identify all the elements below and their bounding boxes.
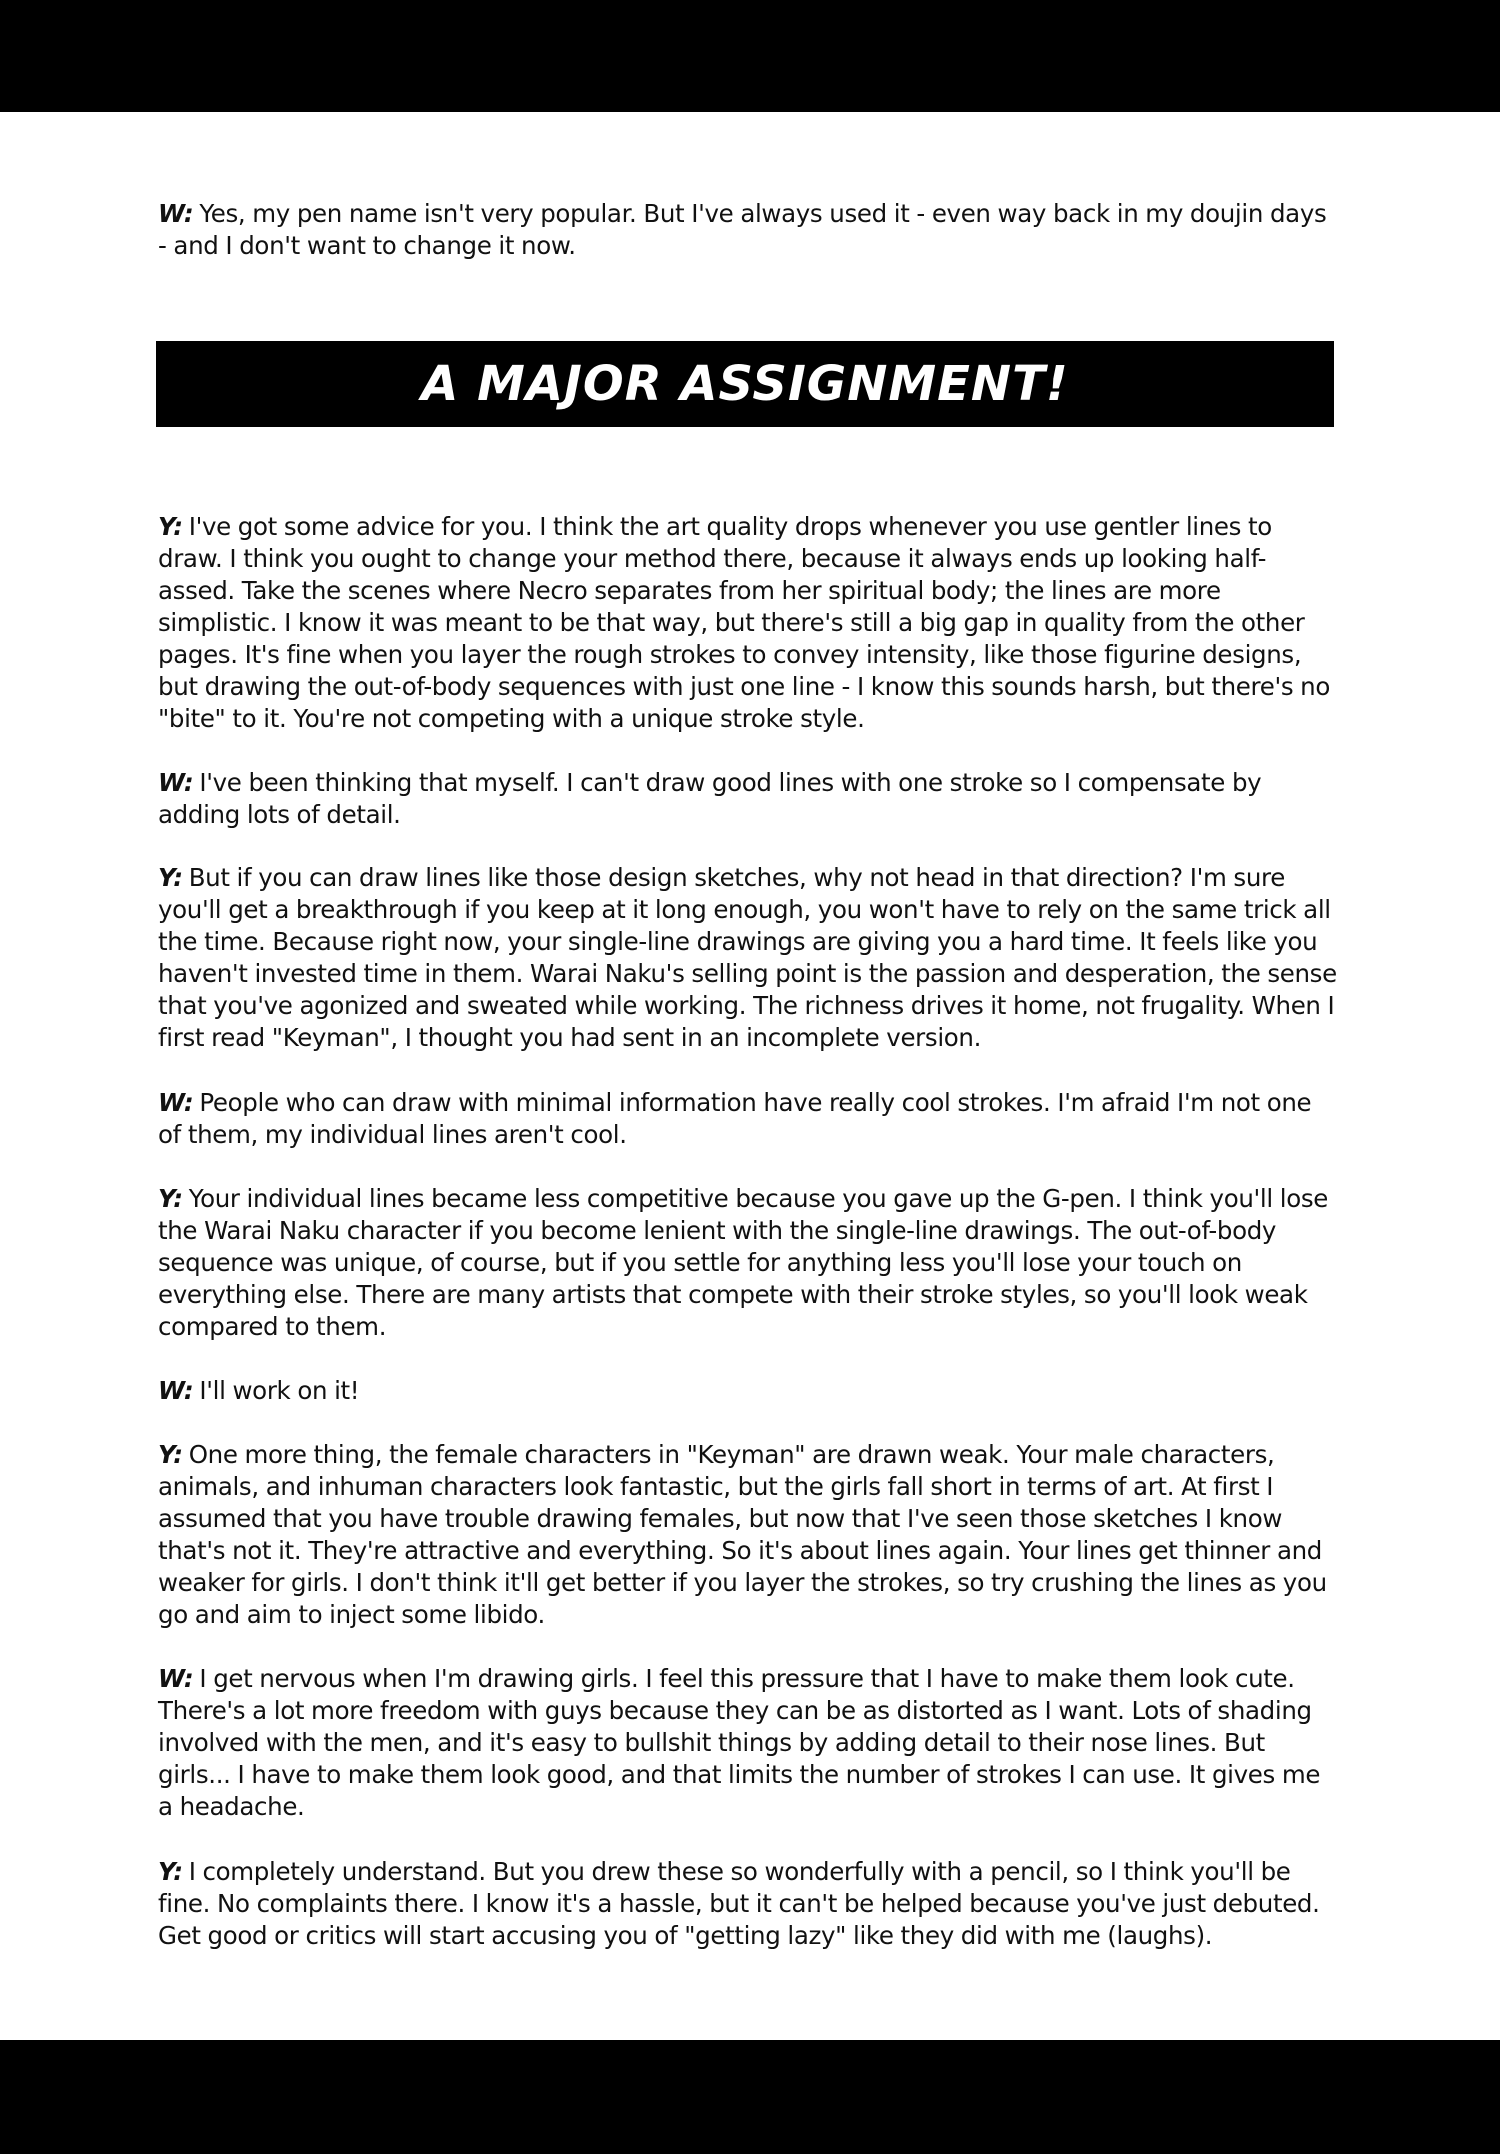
speaker-label: Y:: [158, 1184, 183, 1213]
paragraph-text: One more thing, the female characters in "Keyman" are drawn weak. Your male characters, animals, and inhuman characters look fantastic, but the girls fall short in terms of art. At first I assumed that you have trouble drawing females, but now that I've seen those sketches I know that's not it. They're attractive and everything. So it's about lines again. Your lines get thinner and weaker for girls. I don't think it'll get better if you layer the strokes, so try crushing the lines as you go and aim to inject some libido.: [158, 1440, 1327, 1629]
paragraph-y-understand: [158, 1856, 1340, 1952]
paragraph-text: I've been thinking that myself. I can't draw good lines with one stroke so I compensate by adding lots of detail.: [158, 768, 1262, 829]
speaker-label: Y:: [158, 1440, 183, 1469]
speaker-label: W:: [158, 1088, 194, 1117]
paragraph-w-minimal-information: [158, 1087, 1340, 1151]
paragraph-y-g-pen: [158, 1183, 1340, 1343]
paragraph-y-advice: [158, 511, 1340, 735]
speaker-label: Y:: [158, 1857, 183, 1886]
paragraph-w-drawing-girls: [158, 1663, 1340, 1823]
speaker-label: Y:: [158, 512, 183, 541]
paragraph-text: Your individual lines became less competitive because you gave up the G-pen. I think you'll lose the Warai Naku character if you become lenient with the single-line drawings. The out-of-body sequence was unique, of course, but if you settle for anything less you'll lose your touch on everything else. There are many artists that compete with their stroke styles, so you'll look weak compared to them.: [158, 1184, 1328, 1341]
speaker-label: W:: [158, 199, 194, 228]
section-title: A MAJOR ASSIGNMENT!: [421, 356, 1069, 412]
paragraph-y-design-sketches: [158, 862, 1340, 1054]
top-black-border: [0, 0, 1500, 112]
paragraph-text: But if you can draw lines like those design sketches, why not head in that direction? I'm sure you'll get a breakthrough if you keep at it long enough, you won't have to rely on the same trick all the time. Because right now, your single-line drawings are giving you a hard time. It feels like you haven't invested time in them. Warai Naku's selling point is the passion and desperation, the sense that you've agonized and sweated while working. The richness drives it home, not frugality. When I first read "Keyman", I thought you had sent in an incomplete version.: [158, 863, 1337, 1052]
bottom-black-border: [0, 2040, 1500, 2154]
paragraph-text: I completely understand. But you drew these so wonderfully with a pencil, so I think you'll be fine. No complaints there. I know it's a hassle, but it can't be helped because you've just debuted. Get good or critics will start accusing you of "getting lazy" like they did with me (laughs).: [158, 1857, 1320, 1950]
paragraph-w-pen-name: [158, 198, 1340, 262]
paragraph-text: Yes, my pen name isn't very popular. But I've always used it - even way back in my doujin days - and I don't want to change it now.: [158, 199, 1327, 260]
paragraph-y-female-characters: [158, 1439, 1340, 1631]
section-banner: [156, 341, 1334, 427]
paragraph-text: People who can draw with minimal information have really cool strokes. I'm afraid I'm not one of them, my individual lines aren't cool.: [158, 1088, 1312, 1149]
speaker-label: W:: [158, 1664, 194, 1693]
speaker-label: W:: [158, 1376, 194, 1405]
paragraph-text: I've got some advice for you. I think the art quality drops whenever you use gentler lines to draw. I think you ought to change your method there, because it always ends up looking half-assed. Take the scenes where Necro separates from her spiritual body; the lines are more simplistic. I know it was meant to be that way, but there's still a big gap in quality from the other pages. It's fine when you layer the rough strokes to convey intensity, like those figurine designs, but drawing the out-of-body sequences with just one line - I know this sounds harsh, but there's no "bite" to it. You're not competing with a unique stroke style.: [158, 512, 1330, 733]
paragraph-w-work-on-it: [158, 1375, 1340, 1407]
paragraph-text: I get nervous when I'm drawing girls. I feel this pressure that I have to make them look cute. There's a lot more freedom with guys because they can be as distorted as I want. Lots of shading involved with the men, and it's easy to bullshit things by adding detail to their nose lines. But girls... I have to make them look good, and that limits the number of strokes I can use. It gives me a headache.: [158, 1664, 1321, 1821]
paragraph-w-thinking: [158, 767, 1340, 831]
speaker-label: W:: [158, 768, 194, 797]
speaker-label: Y:: [158, 863, 183, 892]
paragraph-text: I'll work on it!: [199, 1376, 360, 1405]
